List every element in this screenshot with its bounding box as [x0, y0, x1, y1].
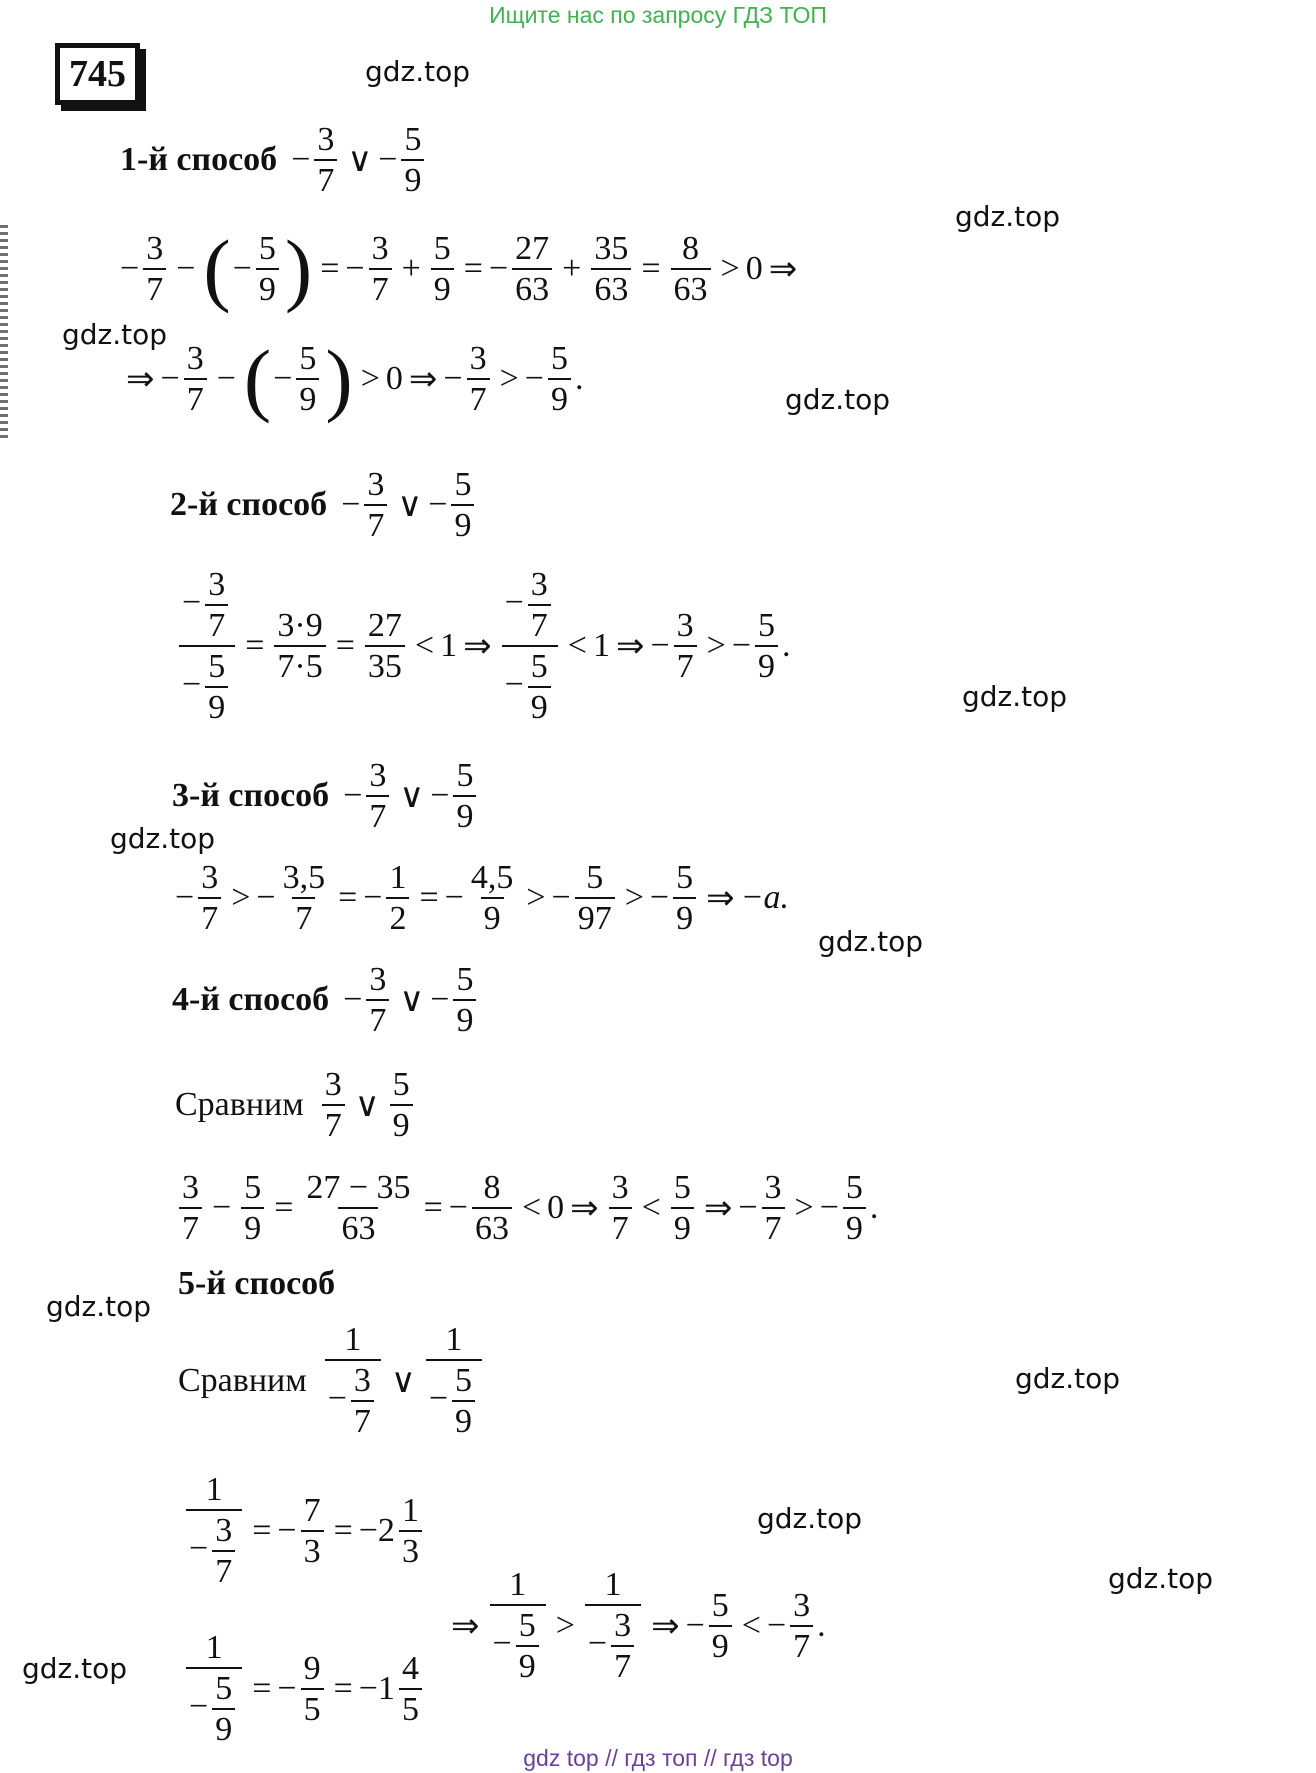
watermark: gdz.top [962, 680, 1068, 713]
watermark: gdz.top [110, 822, 216, 855]
watermark: gdz.top [22, 1652, 128, 1685]
method-5-compare: Сравним 1 − $\frac{3}{7}$ ∨ 1 − $\frac{5}{9}$ [178, 1320, 486, 1441]
method-5-conclusion: ⇒ 1 − $\frac{5}{9}$ > 1 − $\frac{3}{7}$ ⇒ − $\frac{5}{9}$ < − $\frac{3}{7}$ . [451, 1566, 826, 1686]
watermark: gdz.top [365, 55, 471, 88]
method-5-header: 5-й способ [178, 1265, 336, 1302]
watermark: gdz.top [785, 383, 891, 416]
method-1-step-1: − $\frac{3}{7}$ − ( − $\frac{5}{9}$ ) = − $\frac{3}{7}$ + $\frac{5}{9}$ = − $\frac{27}{63}$ + $\frac{35}{63}$ = $\frac{8}{63}$ > 0 ⇒ [120, 223, 798, 314]
method-1-header: 1-й способ − $\frac{3}{7}$ ∨ − $\frac{5}{9}$ [120, 120, 428, 200]
task-number: 745 [55, 43, 140, 105]
watermark: gdz.top [818, 925, 924, 958]
watermark: gdz.top [1015, 1362, 1121, 1395]
method-4-compare: Сравним $\frac{3}{7}$ ∨ $\frac{5}{9}$ [175, 1065, 417, 1145]
method-3-header: 3-й способ − $\frac{3}{7}$ ∨ − $\frac{5}{9}$ [172, 756, 480, 836]
footer-links[interactable]: gdz top // гдз топ // гдз top [523, 1745, 793, 1771]
watermark: gdz.top [1108, 1562, 1214, 1595]
scan-edge-artifact [0, 225, 8, 440]
watermark: gdz.top [955, 200, 1061, 233]
top-banner[interactable]: Ищите нас по запросу ГДЗ ТОП [489, 2, 827, 28]
method-2-header: 2-й способ − $\frac{3}{7}$ ∨ − $\frac{5}{9}$ [170, 465, 478, 545]
method-5-step-a: 1 − $\frac{3}{7}$ = − $\frac{7}{3}$ = −2 $\frac{1}{3}$ [182, 1470, 426, 1591]
method-2-equation: − $\frac{3}{7}$ − $\frac{5}{9}$ = $\frac{3\cdot 9}{7\cdot 5}$ = $\frac{27}{35}$ < 1 ⇒ − $\frac{3}{7}$ − $\frac{5}{9}$ < 1 ⇒ − $\frac{3}{7}$ > − $\frac{5}{9}$ . [175, 565, 791, 727]
method-3-equation: − $\frac{3}{7}$ > − $\frac{3,5}{7}$ = − $\frac{1}{2}$ = − $\frac{4,5}{9}$ > − $\frac{5}{97}$ > − $\frac{5}{9}$ ⇒ −a. [175, 859, 790, 938]
method-1-step-2: ⇒ − $\frac{3}{7}$ − ( − $\frac{5}{9}$ ) > 0 ⇒ − $\frac{3}{7}$ > − $\frac{5}{9}$ . [126, 333, 584, 424]
method-5-step-b: 1 − $\frac{5}{9}$ = − $\frac{9}{5}$ = −1 $\frac{4}{5}$ [182, 1628, 426, 1749]
method-4-header: 4-й способ − $\frac{3}{7}$ ∨ − $\frac{5}{9}$ [172, 960, 480, 1040]
watermark: gdz.top [757, 1502, 863, 1535]
watermark: gdz.top [62, 318, 168, 351]
watermark: gdz.top [46, 1290, 152, 1323]
method-4-equation: $\frac{3}{7}$ − $\frac{5}{9}$ = $\frac{27 - 35}{63}$ = − $\frac{8}{63}$ < 0 ⇒ $\frac{3}{7}$ < $\frac{5}{9}$ ⇒ − $\frac{3}{7}$ > − $\frac{5}{9}$ . [175, 1168, 878, 1248]
